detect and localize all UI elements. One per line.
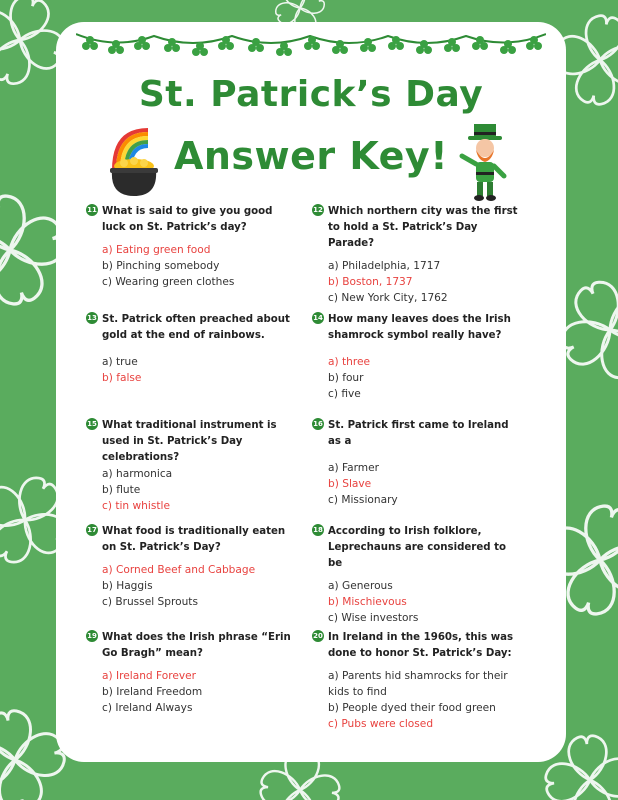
- answer-option-correct: a) Ireland Forever: [102, 670, 196, 682]
- answer-option-correct: b) false: [102, 372, 142, 384]
- answer-option: a) Farmer: [328, 462, 379, 474]
- answer-option: b) People dyed their food green: [328, 702, 496, 714]
- question-text: Which northern city was the first to hold a St. Patrick’s Day Parade?: [328, 206, 518, 249]
- answer-option-correct: b) Slave: [328, 478, 372, 490]
- number-badge-icon: 19: [87, 632, 97, 640]
- answer-option: a) Philadelphia, 1717: [328, 260, 441, 272]
- answer-option-correct: a) three: [328, 356, 371, 368]
- answer-option: c) Wearing green clothes: [102, 276, 235, 288]
- number-badge-icon: 15: [87, 420, 97, 428]
- answer-option-correct: c) Pubs were closed: [328, 718, 434, 730]
- question-12: [312, 204, 522, 306]
- question-text: In Ireland in the 1960s, this was done to honor St. Patrick’s Day:: [328, 632, 514, 659]
- question-text: What does the Irish phrase “Erin Go Bragh” mean?: [102, 632, 291, 659]
- number-badge-icon: 20: [313, 632, 323, 640]
- pot-of-gold-rainbow-icon: [104, 122, 166, 200]
- answer-option: a) true: [102, 356, 138, 368]
- question-text: St. Patrick first came to Ireland as a: [328, 420, 509, 447]
- question-text: What is said to give you good luck on St. Patrick’s day?: [102, 206, 273, 233]
- answer-option: b) flute: [102, 484, 141, 496]
- number-badge-icon: 17: [87, 526, 97, 534]
- question-13: [86, 312, 296, 386]
- answer-option: a) harmonica: [102, 468, 173, 480]
- answer-option-correct: a) Corned Beef and Cabbage: [102, 564, 256, 576]
- answer-option: b) Pinching somebody: [102, 260, 220, 272]
- question-14: [312, 312, 522, 402]
- answer-option: c) Missionary: [328, 494, 398, 506]
- question-text: What traditional instrument is used in St. Patrick’s Day celebrations?: [102, 420, 277, 463]
- question-11: [86, 204, 296, 290]
- number-badge-icon: 13: [87, 314, 97, 322]
- number-badge-icon: 16: [313, 420, 323, 428]
- answer-option: b) Haggis: [102, 580, 153, 592]
- number-badge-icon: 12: [313, 206, 323, 214]
- shamrock-garland-icon: [76, 28, 546, 68]
- answer-option: c) Ireland Always: [102, 702, 193, 714]
- question-text: What food is traditionally eaten on St. Patrick’s Day?: [102, 526, 286, 553]
- question-15: [86, 418, 296, 514]
- number-badge-icon: 11: [87, 206, 97, 214]
- question-19: [86, 630, 296, 716]
- leprechaun-icon: [456, 120, 516, 202]
- answer-option-correct: b) Boston, 1737: [328, 276, 413, 288]
- answer-option: c) Wise investors: [328, 612, 419, 624]
- question-16: [312, 418, 522, 508]
- answer-option-correct: b) Mischievous: [328, 596, 407, 608]
- question-17: [86, 524, 296, 610]
- question-20: [312, 630, 522, 732]
- answer-key-card: [56, 22, 566, 762]
- question-text: How many leaves does the Irish shamrock symbol really have?: [328, 314, 511, 341]
- answer-option: b) Ireland Freedom: [102, 686, 203, 698]
- page-title-line2: Answer Key!: [173, 134, 449, 178]
- page-title-line1: St. Patrick’s Day: [138, 74, 484, 115]
- answer-option: c) five: [328, 388, 361, 400]
- question-text: According to Irish folklore, Leprechauns are considered to be: [328, 526, 506, 569]
- question-text: St. Patrick often preached about gold at the end of rainbows.: [102, 314, 290, 341]
- number-badge-icon: 14: [313, 314, 323, 322]
- answer-option: c) Brussel Sprouts: [102, 596, 198, 608]
- answer-option-correct: a) Eating green food: [102, 244, 211, 256]
- answer-option: a) Generous: [328, 580, 393, 592]
- number-badge-icon: 18: [313, 526, 323, 534]
- question-18: [312, 524, 522, 626]
- answer-option-correct: c) tin whistle: [102, 500, 170, 512]
- answer-option: a) Parents hid shamrocks for their kids to find: [328, 670, 508, 698]
- answer-option: b) four: [328, 372, 364, 384]
- answer-option: c) New York City, 1762: [328, 292, 448, 304]
